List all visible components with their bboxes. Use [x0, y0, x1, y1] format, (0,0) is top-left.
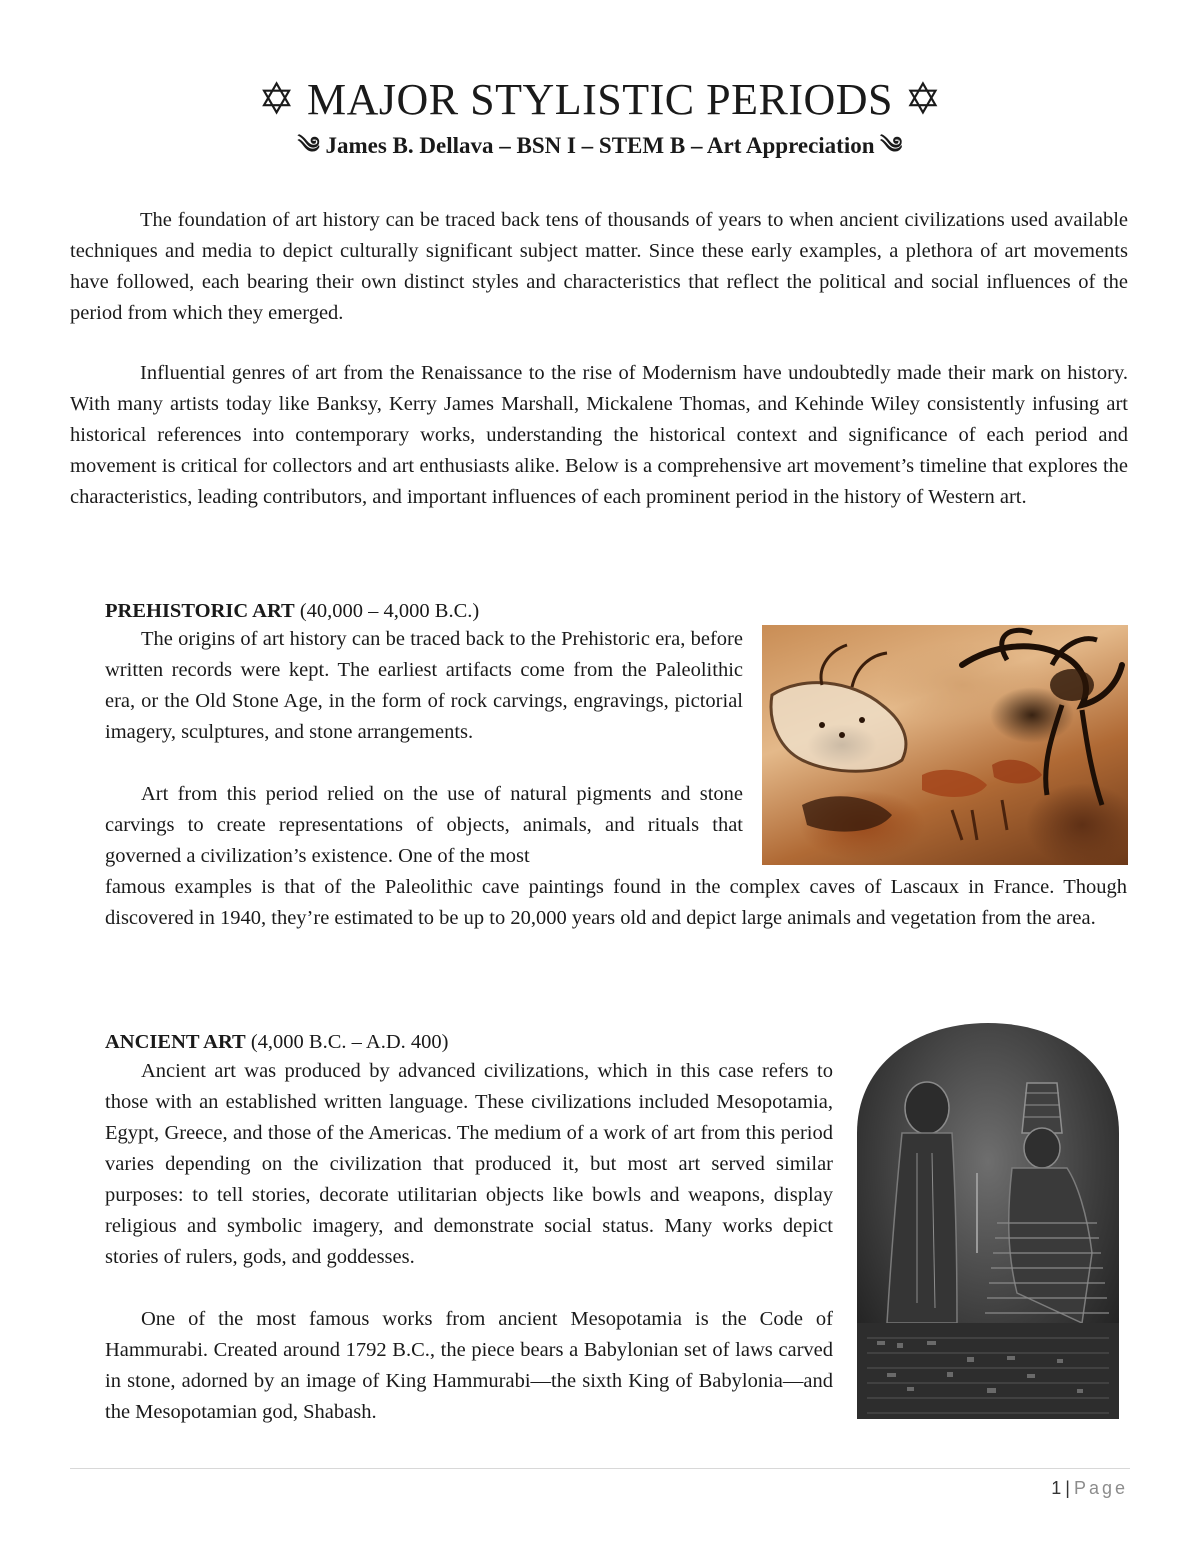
page-number: 1	[1051, 1478, 1062, 1498]
intro-paragraph-1: The foundation of art history can be traced back tens of thousands of years to when ancient civilizations used available techniques and media to depict culturally significant subject matter. Since these early examples, a plethora of art movements have followed, each bearing their own distinct styles and characteristics that reflect the political and social influences of the period from which they emerged.	[70, 209, 1128, 324]
section-dates: (40,000 – 4,000 B.C.)	[294, 600, 480, 622]
page-title: ✡ MAJOR STYLISTIC PERIODS ✡	[258, 75, 942, 124]
lascaux-cave-painting-image	[762, 625, 1128, 865]
code-of-hammurabi-stele-image	[857, 1023, 1119, 1419]
page-footer	[1051, 1476, 1128, 1500]
intro-paragraph-2: Influential genres of art from the Renaissance to the rise of Modernism have undoubtedly made their mark on history. With many artists today like Banksy, Kerry James Marshall, Mickalene Thomas, and Kehinde Wiley consistently infusing art historical references into contemporary works, understanding the historical context and significance of each period and movement is critical for collectors and art enthusiasts alike. Below is a comprehensive art movement’s timeline that explores the characteristics, leading contributors, and important influences of each prominent period in the history of Western art.	[70, 362, 1128, 508]
ancient-paragraph-1: Ancient art was produced by advanced civilizations, which in this case refers to those with an established written language. These civilizations included Mesopotamia, Egypt, Greece, and those of the Americas. The medium of a work of art from this period varies depending on the civilization that produced it, but most art served similar purposes: to tell stories, decorate utilitarian objects like bowls and weapons, display religious and symbolic imagery, and demonstrate social status. Many works depict stories of rulers, gods, and goddesses.	[105, 1060, 833, 1268]
section-title: ANCIENT ART	[105, 1031, 246, 1053]
footer-separator: |	[1065, 1478, 1070, 1498]
stele-drawing	[857, 1023, 1119, 1419]
ancient-paragraph-2: One of the most famous works from ancient Mesopotamia is the Code of Hammurabi. Created around 1792 B.C., the piece bears a Babylonian set of laws carved in stone, adorned by an image of King Hammurabi—the sixth King of Babylonia—and the Mesopotamian god, Shabash.	[105, 1308, 833, 1423]
section-dates: (4,000 B.C. – A.D. 400)	[245, 1031, 449, 1053]
footer-divider	[70, 1468, 1130, 1469]
page-subtitle: ༄ James B. Dellava – BSN I – STEM B – Art Appreciation ༄	[297, 133, 903, 158]
cave-painting-drawing	[762, 625, 1128, 865]
prehistoric-paragraph-2: Art from this period relied on the use of natural pigments and stone carvings to create representations of objects, animals, and rituals that governed a civilization’s existence. One of the most	[105, 783, 743, 867]
section-title: PREHISTORIC ART	[105, 600, 295, 622]
prehistoric-paragraph-2-continued: famous examples is that of the Paleolithic cave paintings found in the complex caves of Lascaux in France. Though discovered in 1940, they’re estimated to be up to 20,000 years old and depict large animals and vegetation from the area.	[105, 876, 1127, 929]
prehistoric-paragraph-1: The origins of art history can be traced back to the Prehistoric era, before written records were kept. The earliest artifacts come from the Paleolithic era, or the Old Stone Age, in the form of rock carvings, engravings, pictorial imagery, sculptures, and stone arrangements.	[105, 628, 743, 743]
page-label: Page	[1073, 1478, 1128, 1498]
section-heading-ancient	[70, 1027, 448, 1058]
section-heading-prehistoric	[70, 596, 479, 627]
